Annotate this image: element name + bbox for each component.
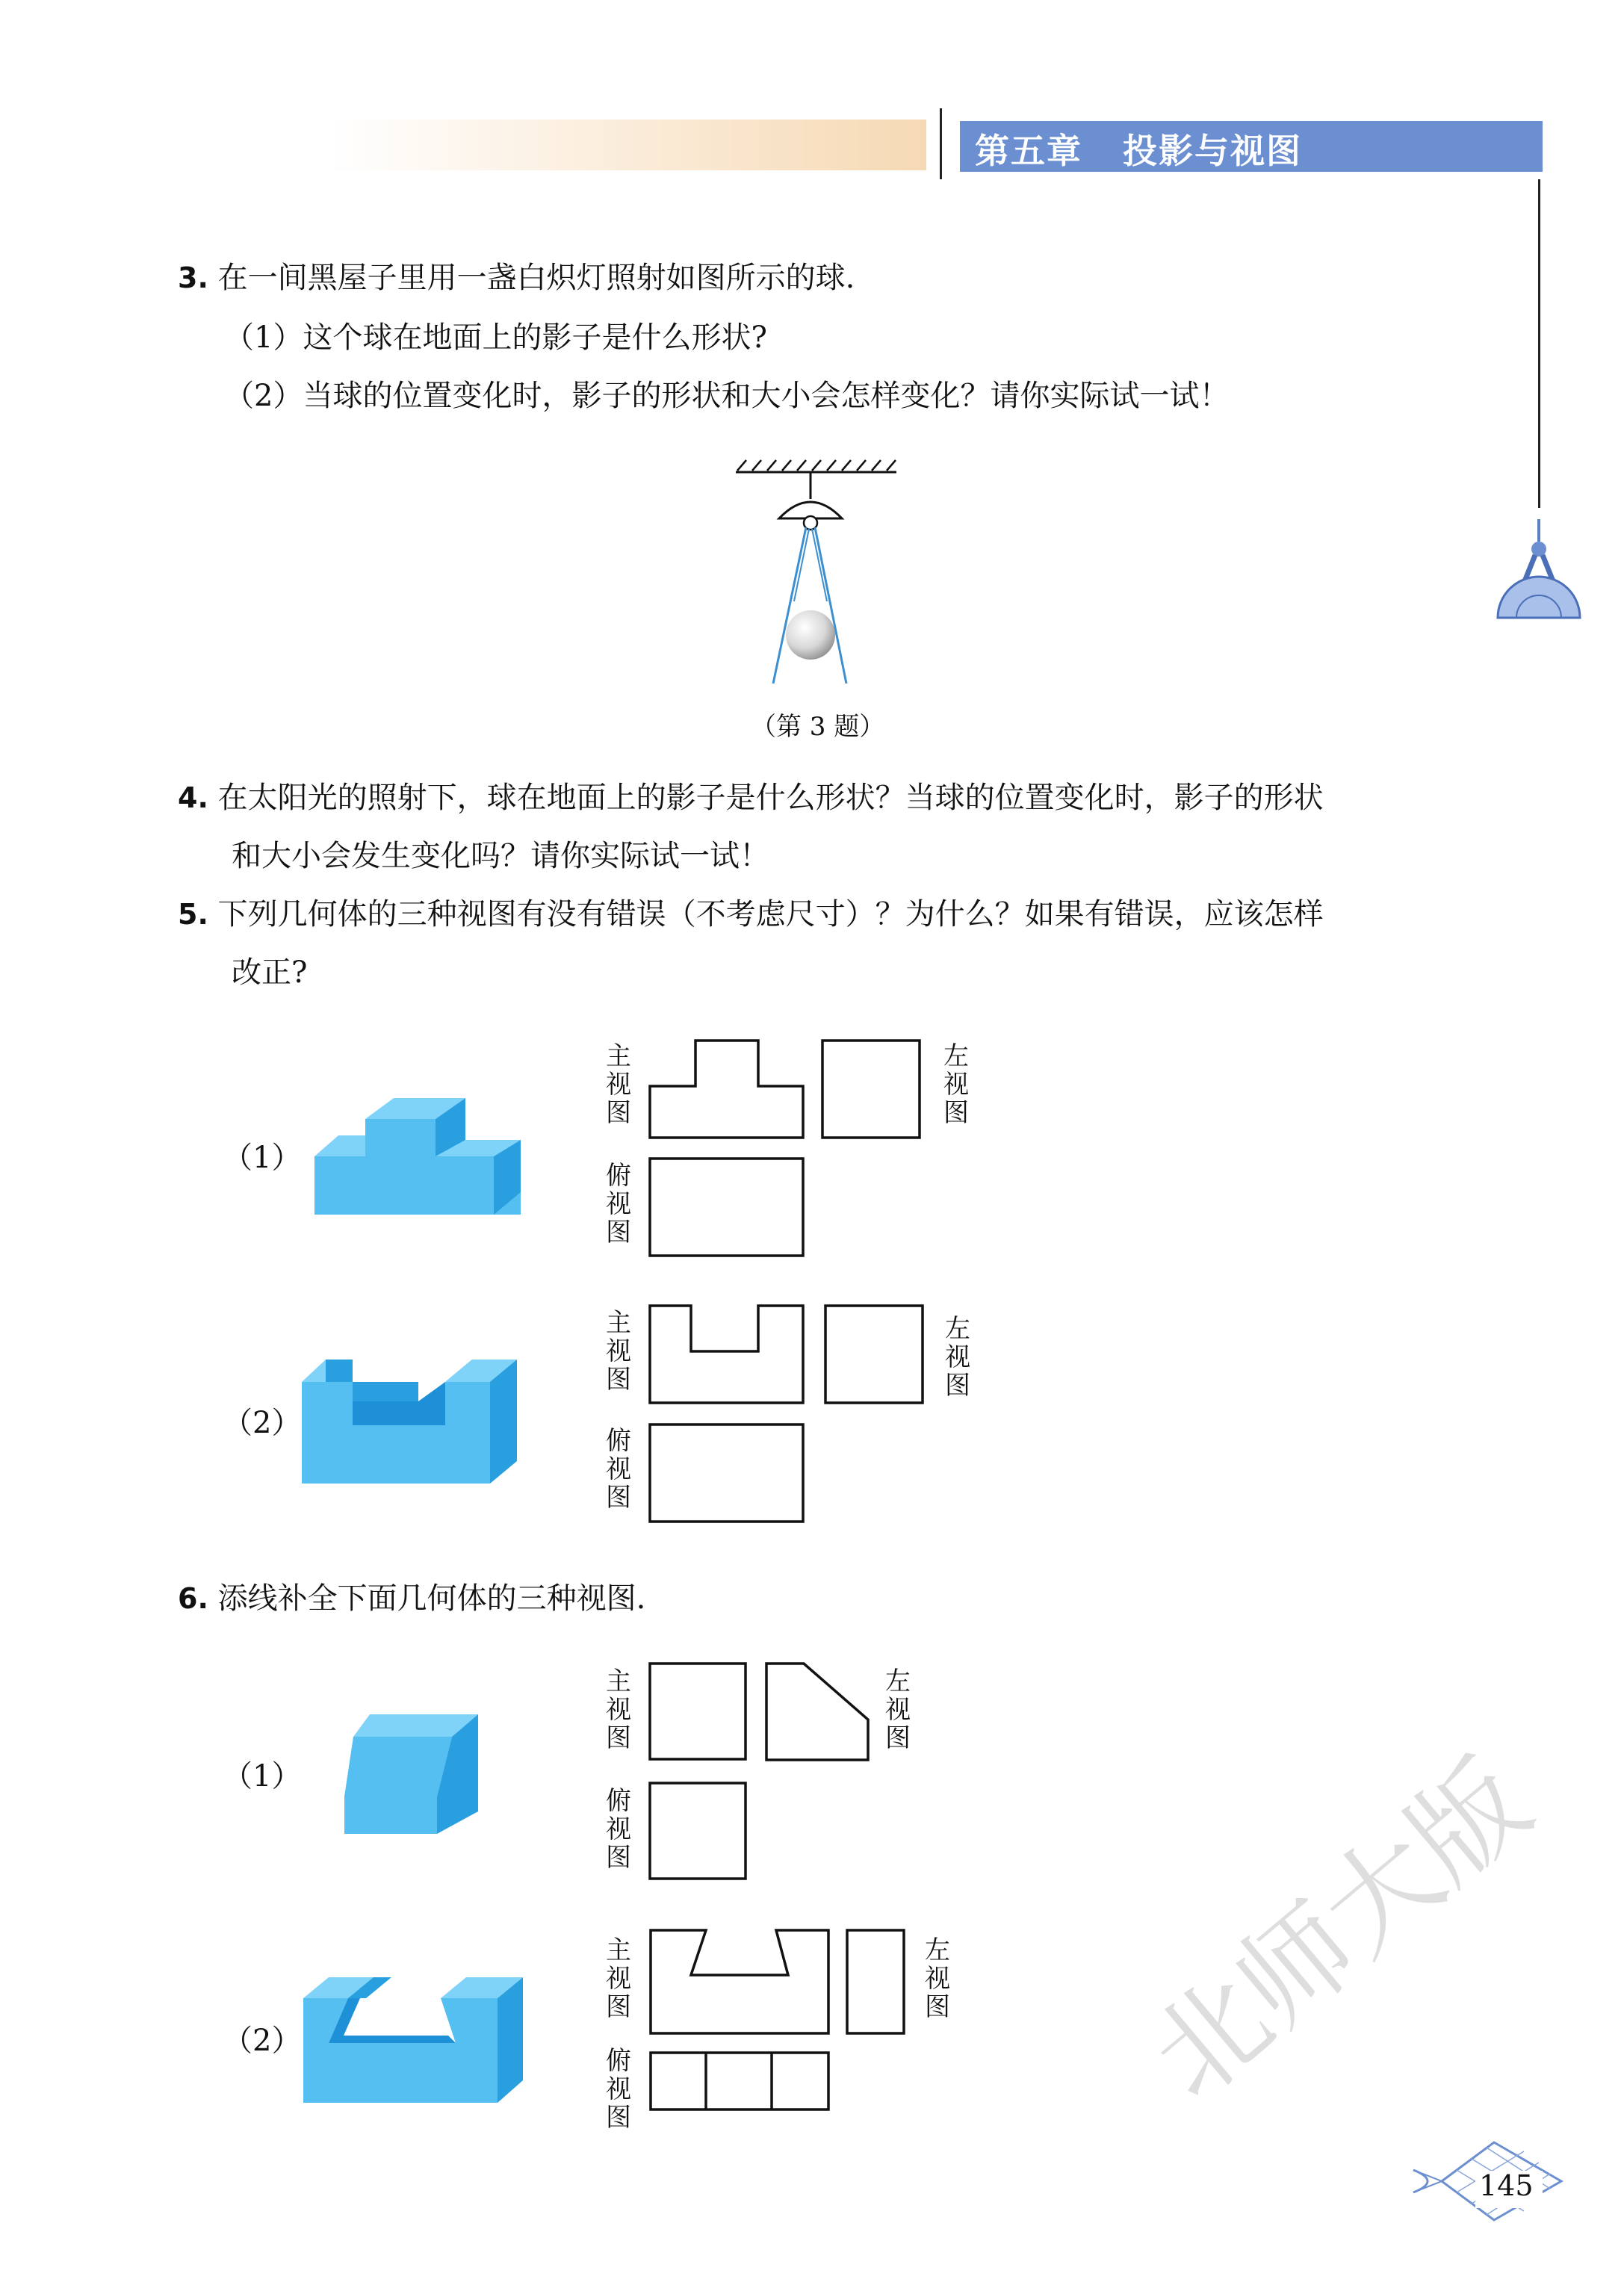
question-3-sub-1: （1）这个球在地面上的影子是什么形状? (224, 320, 767, 355)
q6-2-top-view (646, 2048, 833, 2115)
question-3-number: 3. (178, 261, 208, 294)
question-4-number: 4. (178, 781, 208, 814)
compass-icon (1490, 519, 1587, 631)
watermark-text: 北师大版 (1126, 1736, 1554, 2124)
q6-1-left-view-label: 左视图 (885, 1667, 911, 1753)
q5-1-top-view-label: 俯视图 (606, 1161, 631, 1247)
q6-solid-1 (340, 1699, 489, 1841)
question-5-number: 5. (178, 898, 208, 931)
question-6-text: 添线补全下面几何体的三种视图. (217, 1581, 646, 1616)
q6-2-left-view-label: 左视图 (925, 1935, 950, 2022)
lamp-ball-figure (728, 456, 915, 695)
chapter-name: 投影与视图 (1123, 131, 1303, 171)
q5-1-top-view (646, 1155, 811, 1259)
q5-2-left-view-label: 左视图 (945, 1314, 970, 1401)
page-number: 145 (1479, 2169, 1534, 2202)
header-gradient-bar (329, 120, 926, 170)
question-3 (178, 260, 855, 296)
question-6-number: 6. (178, 1582, 208, 1615)
q6-part-1-label: （1） (223, 1759, 302, 1794)
q6-1-top-view (646, 1779, 751, 1884)
question-5-line-2: 改正? (232, 955, 308, 990)
q5-1-left-view (819, 1037, 923, 1141)
q6-2-main-view-label: 主视图 (606, 1935, 631, 2022)
question-3-text: 在一间黑屋子里用一盏白炽灯照射如图所示的球. (217, 261, 855, 295)
q6-1-top-view-label: 俯视图 (606, 1786, 631, 1873)
q6-solid-2 (299, 1961, 523, 2110)
question-4-line-1: 在太阳光的照射下，球在地面上的影子是什么形状？当球的位置变化时，影子的形状 (217, 781, 1324, 815)
q5-1-main-view-label: 主视图 (606, 1041, 631, 1128)
question-3-sub-2: （2）当球的位置变化时，影子的形状和大小会怎样变化？请你实际试一试！ (224, 379, 1230, 413)
q6-1-main-view (646, 1660, 751, 1764)
side-rule (1538, 179, 1540, 508)
q5-1-main-view (646, 1037, 811, 1141)
q5-2-main-view-label: 主视图 (606, 1308, 631, 1395)
q6-part-2-label: （2） (223, 2024, 302, 2058)
question-5-line-1: 下列几何体的三种视图有没有错误（不考虑尺寸）？为什么？如果有错误，应该怎样 (217, 897, 1324, 931)
q6-2-main-view (646, 1926, 833, 2038)
question-5 (178, 896, 1324, 932)
q6-1-left-view (762, 1660, 874, 1764)
question-4 (178, 780, 1324, 816)
question-6 (178, 1581, 645, 1616)
q5-part-2-label: （2） (223, 1406, 302, 1440)
chapter-title (975, 124, 1302, 173)
figure-3-caption: （第 3 题） (751, 712, 885, 742)
q5-2-top-view (646, 1421, 811, 1525)
q6-2-left-view (843, 1926, 910, 2038)
question-4-line-2: 和大小会发生变化吗？请你实际试一试！ (232, 839, 769, 873)
q5-2-left-view (822, 1302, 926, 1407)
q5-solid-1 (310, 1076, 527, 1218)
chapter-number: 第五章 (975, 131, 1082, 171)
q6-2-top-view-label: 俯视图 (606, 2046, 631, 2133)
q5-part-1-label: （1） (223, 1141, 302, 1175)
header-divider (940, 108, 942, 179)
q6-1-main-view-label: 主视图 (606, 1667, 631, 1753)
q5-2-main-view (646, 1302, 811, 1407)
q5-solid-2 (299, 1337, 523, 1487)
q5-2-top-view-label: 俯视图 (606, 1426, 631, 1513)
q5-1-left-view-label: 左视图 (943, 1041, 969, 1128)
